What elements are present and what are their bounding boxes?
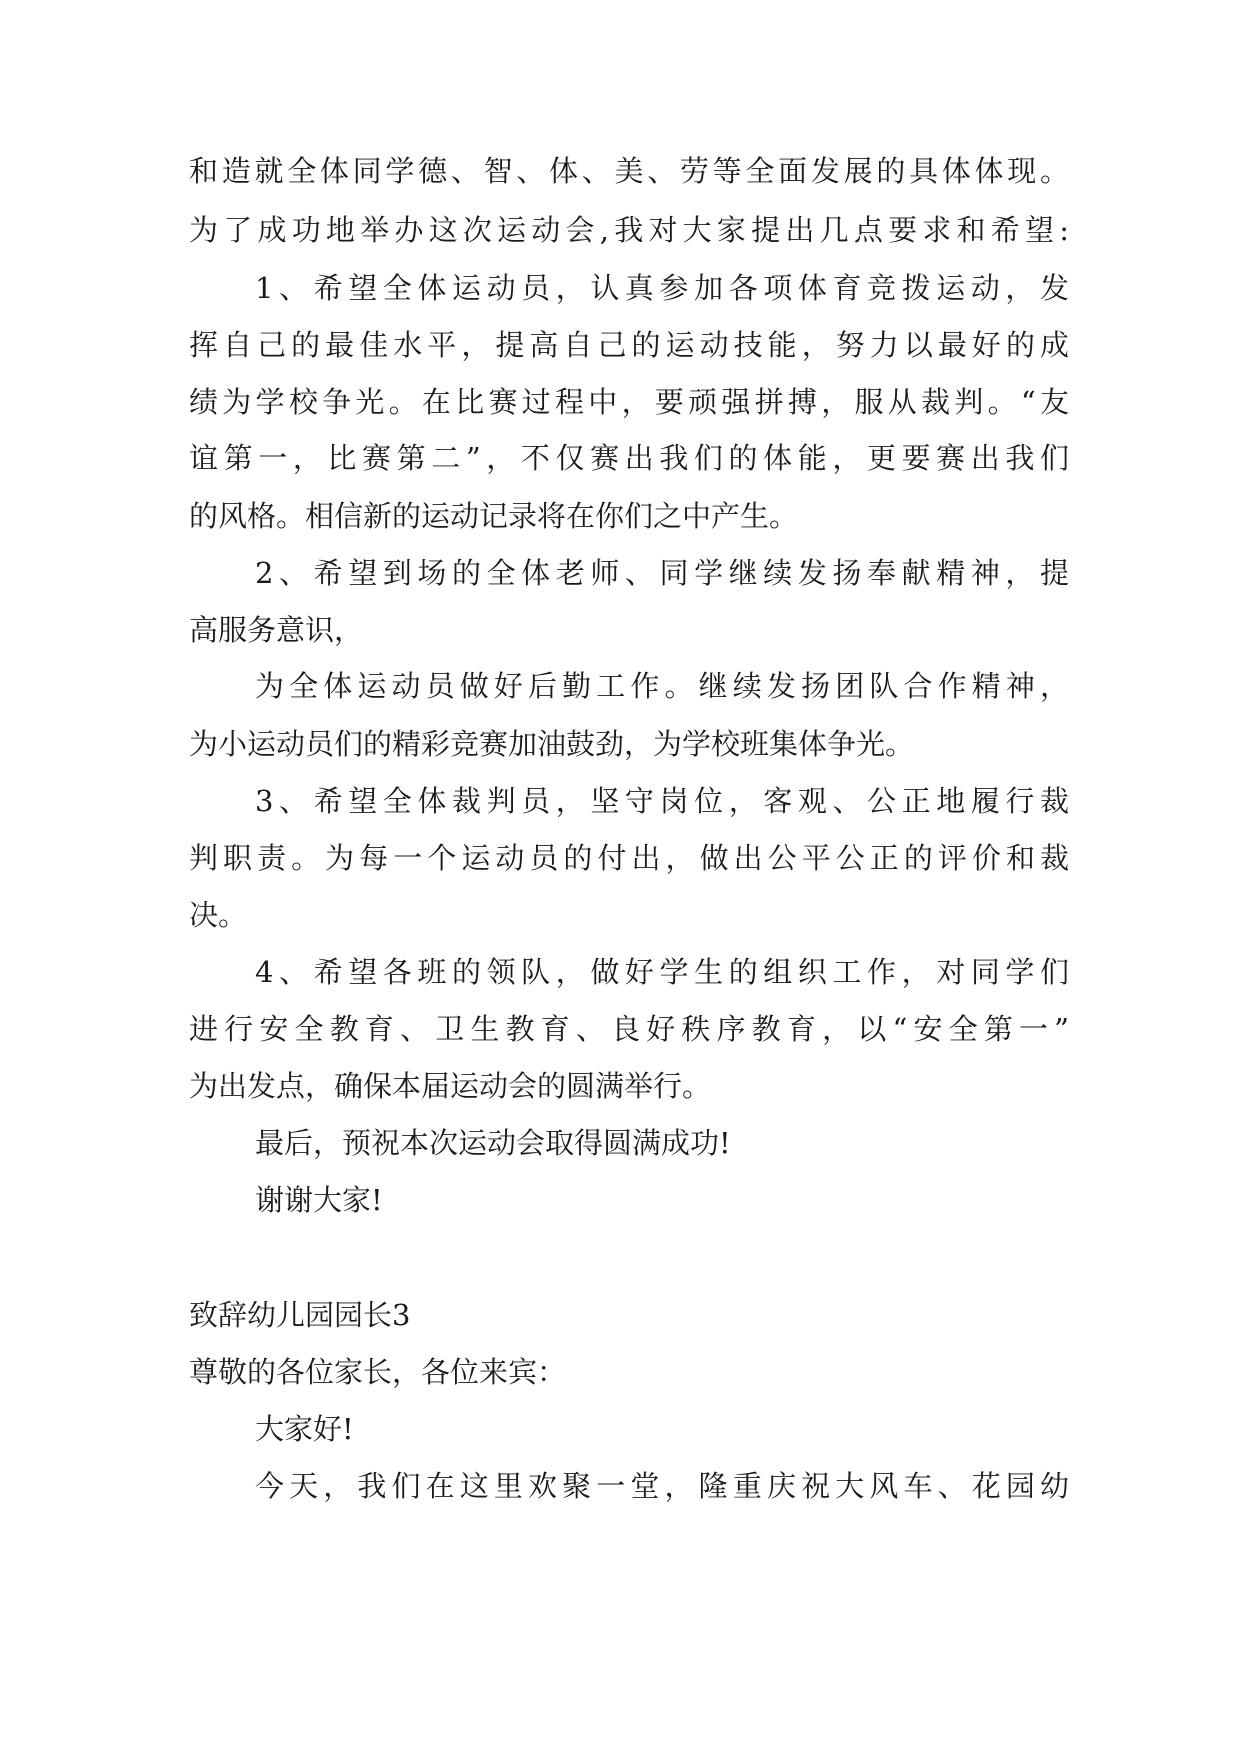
body-text-line: 高服务意识， — [189, 613, 364, 647]
salutation-line: 尊敬的各位家长，各位来宾： — [189, 1355, 567, 1389]
body-text-line: 今天，我们在这里欢聚一堂，隆重庆祝大风车、花园幼 — [255, 1469, 1069, 1503]
body-text-line: 和造就全体同学德、智、体、美、劳等全面发展的具体体现。 — [189, 154, 1069, 188]
section-heading: 致辞幼儿园园长3 — [189, 1298, 411, 1332]
body-text-line: 3、希望全体裁判员，坚守岗位，客观、公正地履行裁 — [255, 784, 1069, 818]
body-text-line: 绩为学校争光。在比赛过程中，要顽强拼搏，服从裁判。“友 — [189, 385, 1069, 419]
body-text-line: 4、希望各班的领队，做好学生的组织工作，对同学们 — [255, 955, 1069, 989]
body-text-line: 2、希望到场的全体老师、同学继续发扬奉献精神，提 — [255, 556, 1069, 590]
body-text-line: 最后，预祝本次运动会取得圆满成功! — [255, 1126, 731, 1160]
body-text-line: 判职责。为每一个运动员的付出，做出公平公正的评价和裁 — [189, 841, 1069, 875]
body-text-line: 的风格。相信新的运动记录将在你们之中产生。 — [189, 499, 799, 533]
body-text-line: 为小运动员们的精彩竞赛加油鼓劲，为学校班集体争光。 — [189, 727, 915, 761]
body-text-line: 为了成功地举办这次运动会,我对大家提出几点要求和希望: — [189, 213, 1069, 247]
greeting-line: 大家好! — [255, 1412, 354, 1446]
body-text-line: 为全体运动员做好后勤工作。继续发扬团队合作精神， — [255, 669, 1069, 703]
body-text-line: 1、希望全体运动员，认真参加各项体育竞拨运动，发 — [255, 271, 1069, 305]
body-text-line: 谊第一，比赛第二”，不仅赛出我们的体能，更要赛出我们 — [189, 441, 1069, 475]
body-text-line: 谢谢大家! — [255, 1183, 383, 1217]
body-text-line: 决。 — [189, 898, 248, 932]
body-text-line: 进行安全教育、卫生教育、良好秩序教育，以“安全第一” — [189, 1012, 1069, 1046]
body-text-line: 为出发点，确保本届运动会的圆满举行。 — [189, 1069, 712, 1103]
body-text-line: 挥自己的最佳水平，提高自己的运动技能，努力以最好的成 — [189, 328, 1069, 362]
